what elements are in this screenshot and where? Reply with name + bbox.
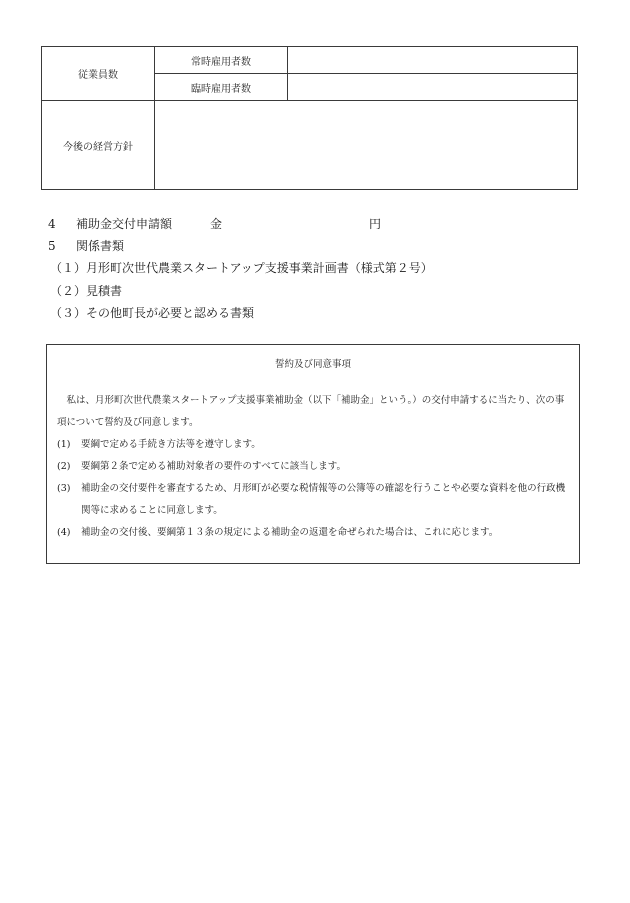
document-item: （３）その他町長が必要と認める書類 [50,306,255,320]
section5-label: 関係書類 [76,239,125,253]
pledge-item [57,478,571,522]
temporary-employees-field[interactable] [288,74,578,101]
employees-label: 従業員数 [42,47,155,101]
pledge-item [57,522,571,544]
pledge-item-number: (2) [57,461,71,472]
pledge-intro: 私は、月形町次世代農業スタートアップ支援事業補助金（以下「補助金」という。）の交付申請するに当たり、次の事項について誓約及び同意します。 [57,395,565,428]
amount-unit: 円 [369,217,382,231]
pledge-box [46,344,580,564]
amount-prefix: 金 [210,217,223,231]
pledge-title: 誓約及び同意事項 [274,359,351,370]
regular-employees-label: 常時雇用者数 [155,47,288,74]
section-related-documents [48,240,124,252]
pledge-item-text: 要綱第２条で定める補助対象者の要件のすべてに該当します。 [81,461,347,472]
management-policy-label: 今後の経営方針 [42,101,155,190]
pledge-item [57,434,571,456]
document-item: （１）月形町次世代農業スタートアップ支援事業計画書（様式第２号） [50,261,433,275]
section4-number: 4 [48,217,56,231]
temporary-employees-label: 臨時雇用者数 [155,74,288,101]
pledge-item-number: (3) [57,483,71,494]
pledge-item-number: (1) [57,439,71,450]
management-policy-field[interactable] [155,101,578,190]
regular-employees-field[interactable] [288,47,578,74]
section4-label: 補助金交付申請額 [76,217,173,231]
pledge-item [57,456,571,478]
pledge-item-text: 補助金の交付後、要綱第１３条の規定による補助金の返還を命ぜられた場合は、これに応じます。 [81,527,499,538]
pledge-item-text: 補助金の交付要件を審査するため、月形町が必要な税情報等の公簿等の確認を行うことや必要な資料を他の行政機関等に求めることに同意します。 [81,483,566,516]
section5-number: 5 [48,239,56,253]
applicant-info-table [41,46,578,190]
document-item: （２）見積書 [50,284,123,298]
pledge-item-text: 要綱で定める手続き方法等を遵守します。 [81,439,261,450]
pledge-item-number: (4) [57,527,71,538]
section-grant-amount [48,217,382,231]
